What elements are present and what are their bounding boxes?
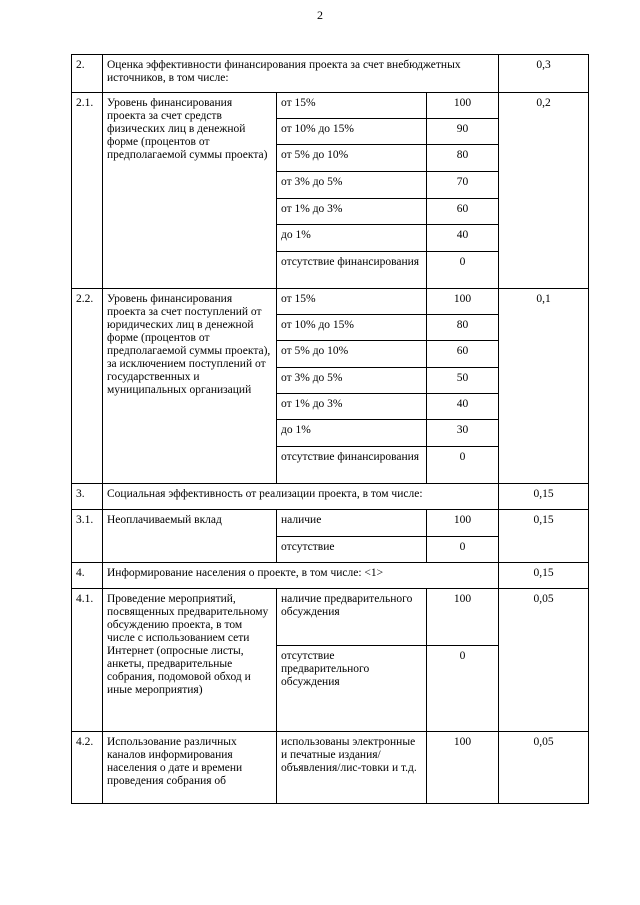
page-number: 2 [317,8,323,22]
table-row [72,55,589,93]
table-row [72,563,589,589]
weight-cell: 0,2 [499,93,589,289]
weight-cell: 0,15 [499,563,589,589]
criterion-title: Оценка эффективности финансирования проекта за счет внебюджетных источников, в том числе: [103,55,499,93]
row-number: 2. [72,55,103,93]
criteria-table [71,54,589,804]
option-label: отсутствие финансирования [277,447,427,484]
option-points: 50 [427,368,499,394]
option-points: 0 [427,646,499,732]
table-row [72,732,589,804]
row-number: 4.2. [72,732,103,804]
option-label: от 15% [277,93,427,119]
weight-cell: 0,1 [499,289,589,484]
option-points: 70 [427,172,499,199]
option-points: 40 [427,225,499,252]
option-label: от 10% до 15% [277,119,427,145]
row-number: 2.1. [72,93,103,289]
option-points: 0 [427,537,499,563]
option-label: от 3% до 5% [277,368,427,394]
option-points: 30 [427,420,499,447]
weight-cell: 0,15 [499,510,589,563]
criterion-title: Уровень финансирования проекта за счет поступлений от юридических лиц в денежной форме (процентов от предполагаемой суммы проекта), за исключением поступлений от государственных и муниципальных организаций [103,289,277,484]
criterion-title: Неоплачиваемый вклад [103,510,277,563]
option-label: использованы электронные и печатные издания/объявления/лис-товки и т.д. [277,732,427,804]
table-row [72,589,589,646]
option-label: до 1% [277,420,427,447]
option-points: 60 [427,199,499,225]
option-points: 80 [427,145,499,172]
row-number: 2.2. [72,289,103,484]
row-number: 3.1. [72,510,103,563]
option-label: от 10% до 15% [277,315,427,341]
criterion-title: Информирование населения о проекте, в том числе: <1> [103,563,499,589]
weight-cell: 0,3 [499,55,589,93]
option-points: 60 [427,341,499,368]
criterion-title: Использование различных каналов информирования населения о дате и времени проведения собрания об [103,732,277,804]
option-points: 100 [427,732,499,804]
table-row [72,289,589,315]
option-label: наличие [277,510,427,537]
option-label: от 15% [277,289,427,315]
weight-cell: 0,15 [499,484,589,510]
row-number: 3. [72,484,103,510]
option-points: 0 [427,447,499,484]
criterion-title: Проведение мероприятий, посвященных предварительному обсуждению проекта, в том числе с использованием сети Интернет (опросные листы, анкеты, предварительные собрания, подомовой обход и иные мероприятия) [103,589,277,732]
option-label: от 1% до 3% [277,199,427,225]
table-row [72,484,589,510]
option-points: 100 [427,510,499,537]
weight-cell: 0,05 [499,589,589,732]
option-points: 100 [427,289,499,315]
option-label: отсутствие [277,537,427,563]
option-points: 100 [427,589,499,646]
option-label: от 5% до 10% [277,145,427,172]
row-number: 4. [72,563,103,589]
option-label: отсутствие предварительного обсуждения [277,646,427,732]
table-row [72,93,589,119]
weight-cell: 0,05 [499,732,589,804]
option-points: 80 [427,315,499,341]
table-row [72,510,589,537]
row-number: 4.1. [72,589,103,732]
criterion-title: Уровень финансирования проекта за счет средств физических лиц в денежной форме (процентов от предполагаемой суммы проекта) [103,93,277,289]
option-label: отсутствие финансирования [277,252,427,289]
option-points: 100 [427,93,499,119]
option-label: от 3% до 5% [277,172,427,199]
option-points: 90 [427,119,499,145]
option-label: от 1% до 3% [277,394,427,420]
option-label: до 1% [277,225,427,252]
criterion-title: Социальная эффективность от реализации проекта, в том числе: [103,484,499,510]
option-points: 40 [427,394,499,420]
option-points: 0 [427,252,499,289]
option-label: наличие предварительного обсуждения [277,589,427,646]
option-label: от 5% до 10% [277,341,427,368]
